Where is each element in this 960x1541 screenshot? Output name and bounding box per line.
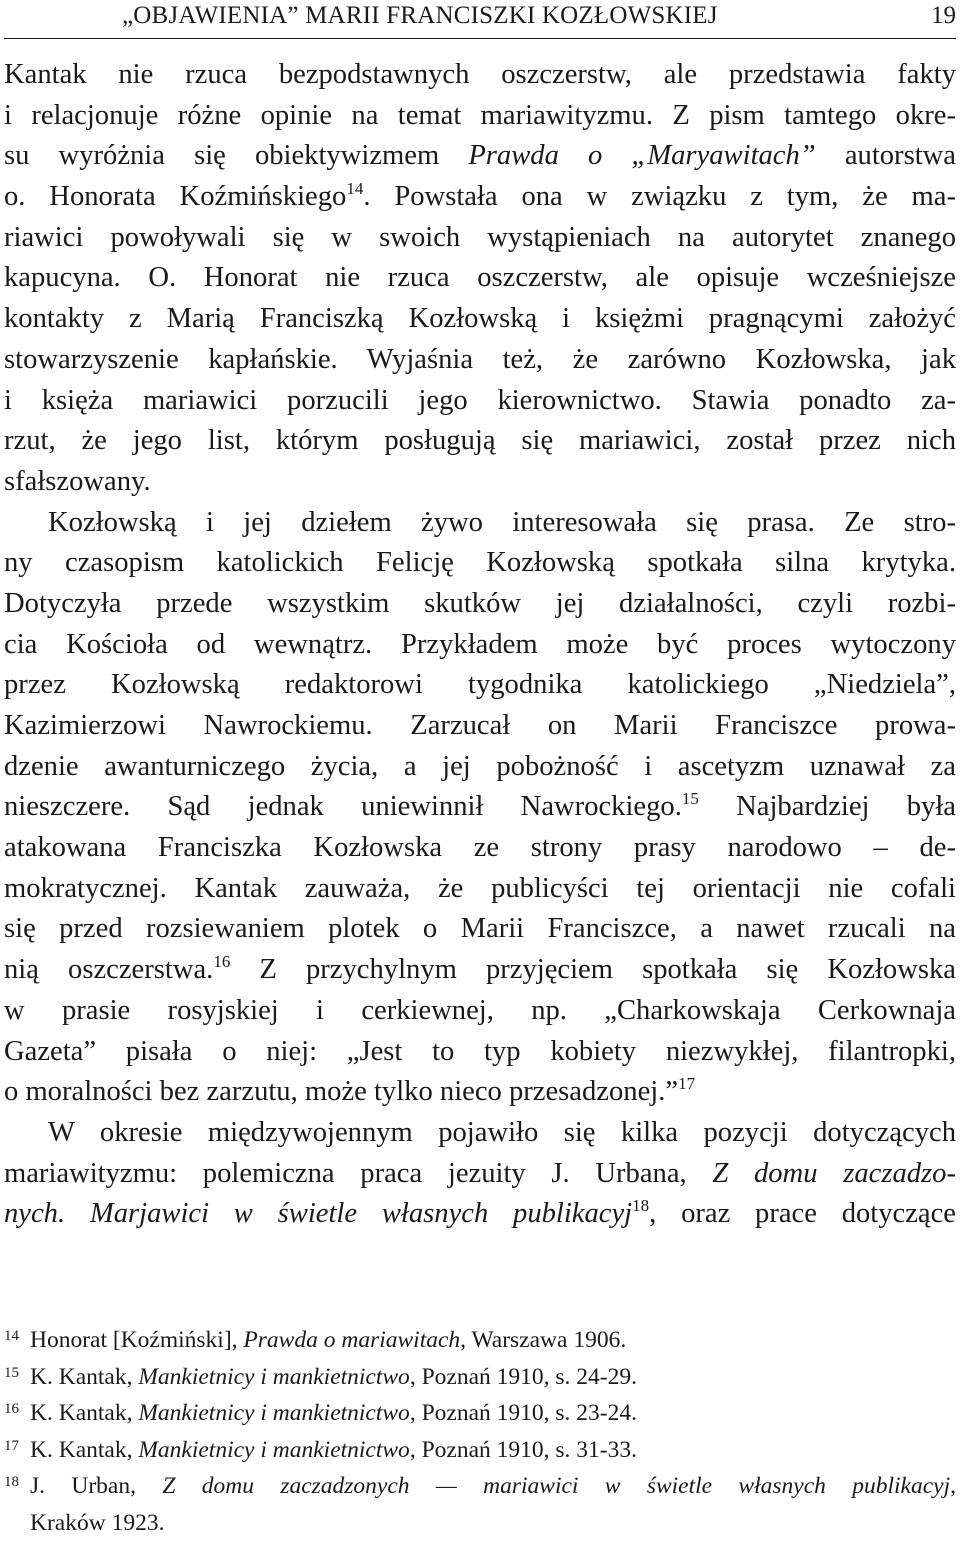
book-title: Prawda o „Maryawitach” [468, 140, 815, 171]
page-number: 19 [931, 2, 956, 30]
footnote: 16 K. Kantak, Mankietnicy i mankietnictwo, Poznań 1910, s. 23-24. [4, 1395, 956, 1432]
text-line: stowarzyszenie kapłańskie. Wyjaśnia też, że zarówno Kozłowska, jak [4, 340, 956, 381]
footnote-number: 16 [4, 1391, 30, 1428]
text-line: przez Kozłowską redaktorowi tygodnika katolickiego „Niedziela”, [4, 665, 956, 706]
text-line: Kozłowską i jej dziełem żywo interesowała się prasa. Ze stro- [4, 503, 956, 544]
text-line: sfałszowany. [4, 462, 956, 503]
text-line: Kazimierzowi Nawrockiemu. Zarzucał on Marii Franciszce prowa- [4, 706, 956, 747]
text-line: mariawityzmu: polemiczna praca jezuity J. Urbana, Z domu zaczadzo- [4, 1154, 956, 1195]
text-line: atakowana Franciszka Kozłowska ze strony prasy narodowo – de- [4, 828, 956, 869]
text-line: nieszczere. Sąd jednak uniewinnił Nawrockiego.$^{15}$ Najbardziej była [4, 787, 956, 828]
footnote-number: 14 [4, 1318, 30, 1355]
footnote-ref: 16 [213, 952, 230, 971]
footnote: 15 K. Kantak, Mankietnicy i mankietnictwo, Poznań 1910, s. 24-29. [4, 1359, 956, 1396]
text-line: dzenie awanturniczego życia, a jej pobożność i ascetyzm uznawał za [4, 747, 956, 788]
text-line: mokratycznej. Kantak zauważa, że publicyści tej orientacji nie cofali [4, 869, 956, 910]
footnotes [4, 1322, 956, 1541]
text-line: o moralności bez zarzutu, może tylko nieco przesadzonej.”$^{17}$ [4, 1072, 956, 1113]
text-line: i relacjonuje różne opinie na temat mariawityzmu. Z pism tamtego okre- [4, 96, 956, 137]
text-line: Dotyczyła przede wszystkim skutków jej działalności, czyli rozbi- [4, 584, 956, 625]
text-line: nią oszczerstwa.$^{16}$ Z przychylnym przyjęciem spotkała się Kozłowska [4, 950, 956, 991]
text-line: riawici powoływali się w swoich wystąpieniach na autorytet znanego [4, 218, 956, 259]
text-line: się przed rozsiewaniem plotek o Marii Franciszce, a nawet rzucali na [4, 909, 956, 950]
header-rule [4, 38, 956, 39]
book-title: Z domu zaczadzo- [712, 1158, 956, 1189]
footnote-number: 15 [4, 1355, 30, 1392]
footnote: 18 J. Urban, Z domu zaczadzonych — mariawici w świetle własnych publikacyj, [4, 1468, 956, 1505]
text-line: ny czasopism katolickich Felicję Kozłowską spotkała silna krytyka. [4, 543, 956, 584]
footnote-ref: 15 [682, 789, 699, 808]
text-line: o. Honorata Koźmińskiego$^{14}$. Powstała ona w związku z tym, że ma- [4, 177, 956, 218]
footnote: 17 K. Kantak, Mankietnicy i mankietnictwo, Poznań 1910, s. 31-33. [4, 1432, 956, 1469]
body-text [4, 55, 956, 1235]
footnote-ref: 18 [632, 1196, 649, 1215]
text-line: Kantak nie rzuca bezpodstawnych oszczerstw, ale przedstawia fakty [4, 55, 956, 96]
text-line: W okresie międzywojennym pojawiło się kilka pozycji dotyczących [4, 1113, 956, 1154]
text-line: cia Kościoła od wewnątrz. Przykładem może być proces wytoczony [4, 625, 956, 666]
text-line: rzut, że jego list, którym posługują się mariawici, został przez nich [4, 421, 956, 462]
text-line: w prasie rosyjskiej i cerkiewnej, np. „Charkowskaja Cerkownaja [4, 991, 956, 1032]
book-title: nych. Marjawici w świetle własnych publikacyj [4, 1198, 632, 1229]
text-line: kontakty z Marią Franciszką Kozłowską i księżmi pragnącymi założyć [4, 299, 956, 340]
footnote: 14 Honorat [Koźmiński], Prawda o mariawitach, Warszawa 1906. [4, 1322, 956, 1359]
footnote-ref: 17 [678, 1074, 695, 1093]
text-line: su wyróżnia się obiektywizmem Prawda o „Maryawitach” autorstwa [4, 136, 956, 177]
footnote-ref: 14 [346, 179, 363, 198]
text-line: Gazeta” pisała o niej: „Jest to typ kobiety niezwykłej, filantropki, [4, 1032, 956, 1073]
text-line: i księża mariawici porzucili jego kierownictwo. Stawia ponadto za- [4, 381, 956, 422]
footnote-continuation: Kraków 1923. [4, 1505, 956, 1541]
text-line: nych. Marjawici w świetle własnych publikacyj$^{18}$, oraz prace dotyczące [4, 1194, 956, 1235]
running-head: „OBJAWIENIA” MARII FRANCISZKI KOZŁOWSKIEJ [122, 2, 718, 30]
footnote-number: 18 [4, 1464, 30, 1501]
text-line: kapucyna. O. Honorat nie rzuca oszczerstw, ale opisuje wcześniejsze [4, 258, 956, 299]
footnote-number: 17 [4, 1428, 30, 1465]
page-header [4, 0, 956, 40]
